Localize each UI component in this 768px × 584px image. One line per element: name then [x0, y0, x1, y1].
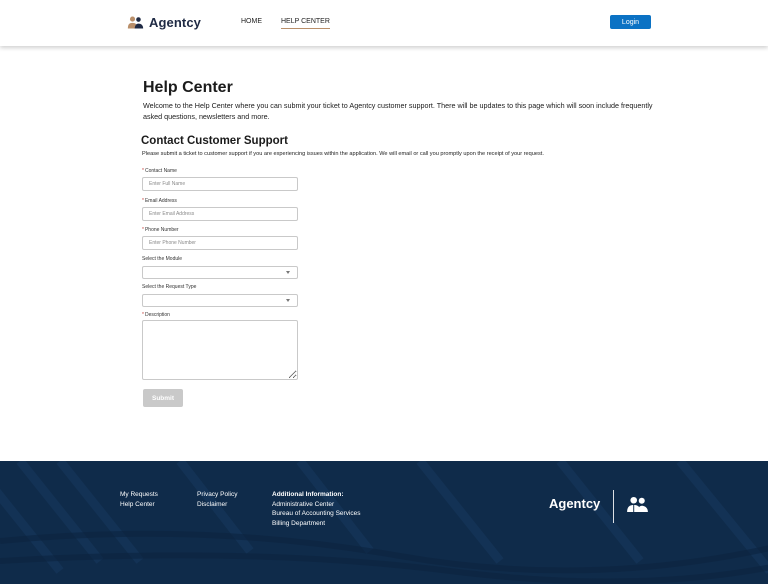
- description-textarea[interactable]: [142, 320, 298, 380]
- site-footer: [0, 461, 768, 584]
- required-marker: *: [142, 198, 144, 204]
- footer-info-item: Administrative Center: [272, 500, 335, 508]
- footer-additional-info: [272, 490, 361, 528]
- contact-name-input[interactable]: [142, 177, 298, 191]
- footer-divider: [613, 490, 614, 523]
- email-label: *Email Address: [142, 198, 177, 204]
- section-subtitle: Please submit a ticket to customer support if you are experiencing issues within the application. We will email or call you promptly upon the receipt of your request.: [142, 151, 544, 157]
- site-header: [0, 0, 768, 46]
- page-title: Help Center: [143, 79, 233, 96]
- login-button[interactable]: Login: [610, 15, 651, 29]
- footer-info-item: Bureau of Accounting Services: [272, 510, 361, 517]
- main-nav: [241, 18, 349, 29]
- email-input[interactable]: [142, 207, 298, 221]
- footer-link-help-center[interactable]: Help Center: [120, 500, 155, 508]
- people-icon: [626, 496, 649, 513]
- brand-name: Agentcy: [149, 15, 201, 30]
- nav-home[interactable]: HOME: [241, 18, 262, 25]
- footer-additional-heading: Additional Information:: [272, 491, 344, 498]
- phone-label: *Phone Number: [142, 227, 179, 233]
- brand-logo[interactable]: [127, 15, 201, 30]
- contact-name-label: *Contact Name: [142, 168, 177, 174]
- chevron-down-icon: [286, 299, 290, 302]
- footer-links-col1: [120, 490, 158, 509]
- submit-button[interactable]: Submit: [143, 389, 183, 407]
- footer-info-item: Billing Department: [272, 519, 326, 527]
- footer-links-col2: [197, 490, 237, 509]
- intro-text: Welcome to the Help Center where you can submit your ticket to Agentcy customer support. There will be updates to this page which will soon include frequently asked questions, newsletters and more.: [143, 101, 653, 121]
- section-title: Contact Customer Support: [141, 135, 288, 147]
- nav-help-center[interactable]: HELP CENTER: [281, 18, 330, 29]
- phone-input[interactable]: [142, 236, 298, 250]
- footer-background-pattern: [0, 461, 768, 584]
- request-type-label: Select the Request Type: [142, 284, 197, 290]
- footer-link-my-requests[interactable]: My Requests: [120, 491, 158, 498]
- people-icon: [127, 15, 144, 30]
- required-marker: *: [142, 312, 144, 318]
- request-type-select[interactable]: [142, 294, 298, 307]
- required-marker: *: [142, 168, 144, 174]
- footer-brand-name: Agentcy: [549, 496, 601, 511]
- description-label: *Description: [142, 312, 170, 318]
- footer-link-privacy-policy[interactable]: Privacy Policy: [197, 491, 238, 498]
- chevron-down-icon: [286, 271, 290, 274]
- module-select[interactable]: [142, 266, 298, 279]
- footer-link-disclaimer[interactable]: Disclaimer: [197, 500, 228, 508]
- required-marker: *: [142, 227, 144, 233]
- module-label: Select the Module: [142, 256, 183, 262]
